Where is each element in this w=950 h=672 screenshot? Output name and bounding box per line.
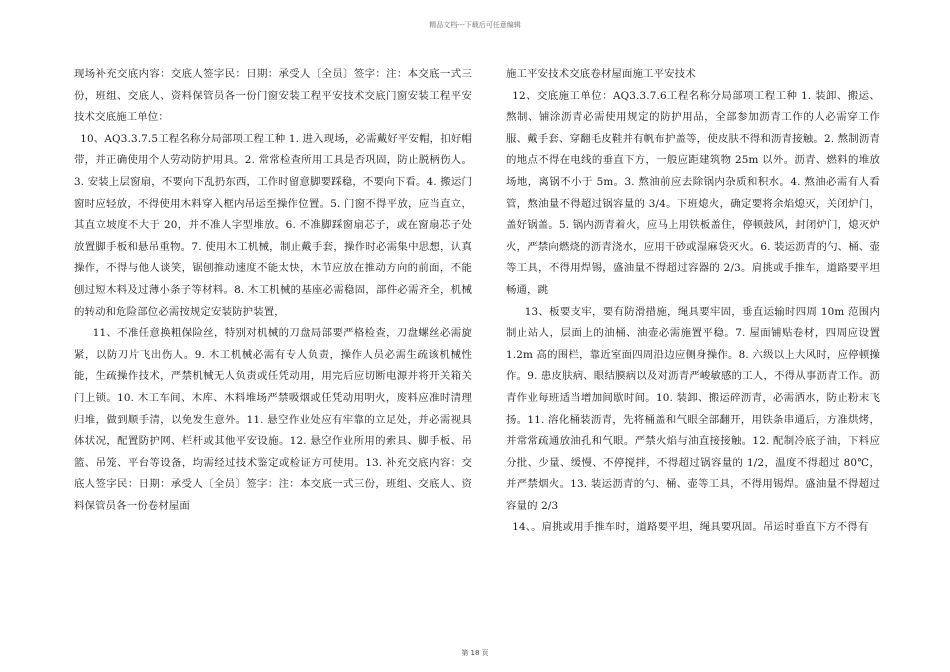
page-header: 精品文档---下载后可任意编辑 xyxy=(429,21,521,29)
right-column xyxy=(506,64,880,539)
left-paragraph-1: 现场补充交底内容：交底人签字民：日期：承受人〔全员〕签字：注：本交底一式三份，班组、交底人、资料保管员各一份门窗安装工程平安技术交底门窗安装工程平安技术交底施工单位： xyxy=(74,68,472,124)
page-number: 第 18 页 xyxy=(461,649,489,657)
right-paragraph-2: 12、交底施工单位：AQ3.3.7.6工程名称分局部项工程工种 1. 装卸、搬运、熬制、铺涂沥青必需使用规定的防护用品，全部参加沥青工作的人必需穿工作服、戴手套、穿翻毛皮鞋并有帆布护盖等，使皮肤不得和沥青接触。2. 熬制沥青的地点不得在电线的垂直下方，一般应距建筑物 25m 以外。沥青、燃料的堆放场地，离锅不小于 5m。3. 熬油前应去除锅内杂质和积水。4. 熬油必需有人看管，熬油量不得超过锅容量的 3/4。下班熄火，确定要将余焰熄灭，关闭炉门，盖好锅盖。5. 锅内沥青着火，应马上用铁板盖住，停顿鼓风，封闭炉门，熄灭炉火，严禁向燃烧的沥青浇水，应用干砂或湿麻袋灭火。6. 装运沥青的勺、桶、壶等工具，不得用焊锡，盛油量不得超过容器的 2/3。肩挑或手推车，道路要平坦畅通，跳 xyxy=(506,89,880,296)
right-paragraph-3: 13、板要支牢，要有防滑措施，绳具要牢固，垂直运输时四周 10m 范围内制止站人，层面上的油桶、油壶必需施置平稳。7. 屋面铺贴卷材，四周应设置 1.2m 高的围栏，靠近室面四周沿边应侧身操作。8. 六级以上大风时，应停顿操作。9. 患皮肤病、眼结膜病以及对沥青严峻敏感的工人，不得从事沥青工作。沥青作业每班适当增加间歇时间。10. 装卸、搬运碎沥青，必需洒水，防止粉末飞扬。11. 溶化桶装沥青，先将桶盖和气眼全部翻开，用铁条串通后，方准烘烤，并常常疏通放油孔和气眼。严禁火焰与油直接接触。12. 配制冷底子油，下料应分批、少量、缓慢、不停搅拌，不得超过锅容量的 1/2，温度不得超过 80℃，并严禁烟火。13. 装运沥青的勺、桶、壶等工具，不得用锡焊。盛油量不得超过容量的 2/3 xyxy=(506,305,880,512)
right-paragraph-1: 施工平安技术交底卷材屋面施工平安技术 xyxy=(506,68,696,80)
left-paragraph-3: 11、不准任意换粗保险丝，特别对机械的刀盘局部要严格检查，刀盘螺丝必需旋紧，以防刀片飞出伤人。9. 木工机械必需有专人负责，操作人员必需生疏该机械性能，生疏操作技术，严禁机械无人负责或任凭动用，用完后应切断电源并将开关箱关门上锁。10. 木工车间、木库、木料堆场严禁吸烟或任凭动用明火，废料应准时清理归堆，做到顺手清，以免发生意外。11. 悬空作业处应有牢靠的立足处，并必需视具体状况，配置防护网、栏杆或其他平安设施。12. 悬空作业所用的索具、脚手板、吊篮、吊笼、平台等设备，均需经过技术鉴定或检证方可使用。13. 补充交底内容：交底人签字民：日期：承受人〔全员〕签字：注：本交底一式三份，班组、交底人、资料保管员各一份卷材屋面 xyxy=(74,327,472,512)
left-paragraph-2: 10、AQ3.3.7.5工程名称分局部项工程工种 1. 进入现场，必需戴好平安帽，扣好帽带，并正确使用个人劳动防护用具。2. 常常检查所用工具是否巩固，防止脱柄伤人。3. 安装上层窗扇，不要向下乱扔东西，工作时留意脚要踩稳，不要向下看。4. 搬运门窗时应轻放，不得使用木料穿入框内吊运至操作位置。5. 门窗不得平放，应当直立，其直立坡度不大于 20，并不准人字型堆放。6. 不准脚踩窗扇芯子，或在窗扇芯子处放置脚手板和悬吊重物。7. 使用木工机械，制止戴手套，操作时必需集中思想，认真操作，不得与他人谈笑，锯刨推动速度不能太快，木节应放在推动方向的前面，不能刨过短木料及过薄小条子等材料。8. 木工机械的基座必需稳固，部件必需齐全，机械的转动和危险部位必需按规定安装防护装置， xyxy=(74,132,472,318)
left-column xyxy=(74,64,472,517)
right-paragraph-4: 14、。肩挑或用手推车时，道路要平坦，绳具要巩固。吊运时垂直下方不得有 xyxy=(512,521,869,534)
